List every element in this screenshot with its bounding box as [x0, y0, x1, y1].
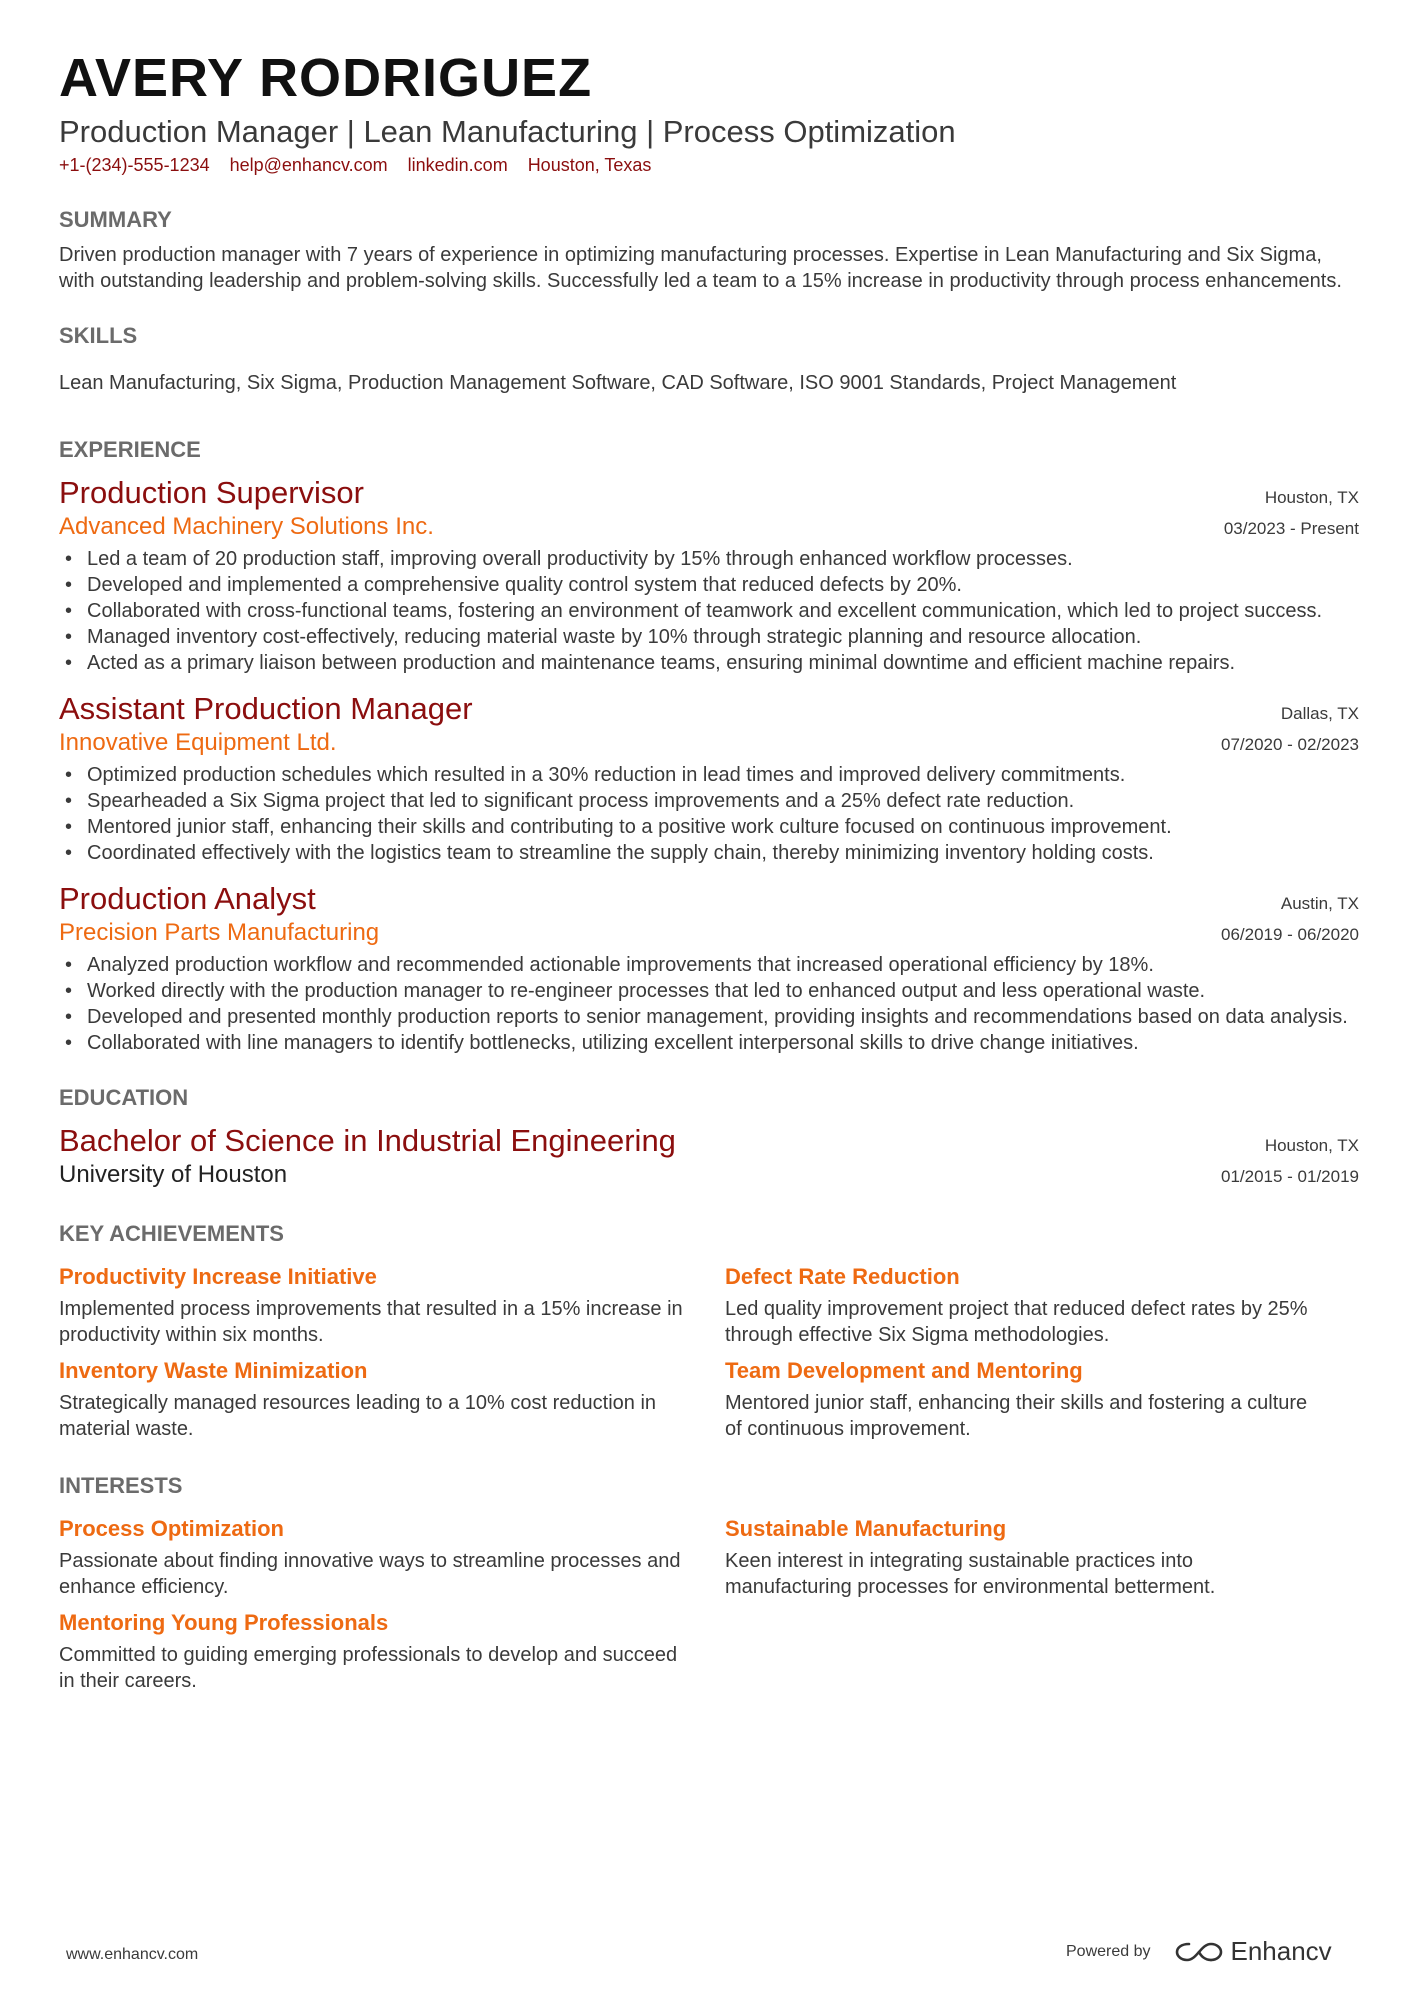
- achievement-title: Defect Rate Reduction: [725, 1264, 960, 1289]
- interest-desc: Passionate about finding innovative ways to streamline processes and enhance efficiency.: [59, 1550, 681, 1598]
- interest-title: Process Optimization: [59, 1516, 284, 1541]
- candidate-name: AVERY RODRIGUEZ: [59, 48, 593, 108]
- email-link[interactable]: help@enhancv.com: [229, 155, 388, 175]
- interest-item: [725, 1506, 1359, 1600]
- education-location: Houston, TX: [1264, 1136, 1359, 1155]
- enhancv-logo-icon: [1175, 1939, 1223, 1965]
- interest-title: Sustainable Manufacturing: [725, 1516, 1007, 1541]
- interest-desc: Committed to guiding emerging professionals to develop and succeed in their careers.: [59, 1644, 678, 1692]
- skills-heading: SKILLS: [59, 323, 138, 348]
- footer-branding: [1066, 1936, 1332, 1967]
- job-entry: [59, 880, 1359, 1056]
- job-bullet: • Developed and implemented a comprehensive quality control system that reduced defects by 20%.: [59, 572, 1359, 598]
- job-company: Innovative Equipment Ltd.: [59, 729, 337, 756]
- candidate-headline: Production Manager | Lean Manufacturing | Process Optimization: [59, 114, 956, 149]
- summary-heading: SUMMARY: [59, 207, 172, 232]
- job-company: Advanced Machinery Solutions Inc.: [59, 513, 434, 540]
- enhancv-logo[interactable]: [1175, 1936, 1332, 1967]
- achievement-desc: Led quality improvement project that reduced defect rates by 25% through effective Six Sigma methodologies.: [725, 1298, 1308, 1346]
- job-bullets: [59, 762, 1359, 866]
- job-bullets: [59, 952, 1359, 1056]
- achievement-desc: Strategically managed resources leading to a 10% cost reduction in material waste.: [59, 1392, 657, 1440]
- job-bullet: • Analyzed production workflow and recommended actionable improvements that increased operational efficiency by 18%.: [59, 952, 1359, 978]
- job-dates: 07/2020 - 02/2023: [1220, 735, 1359, 754]
- job-entry: [59, 690, 1359, 866]
- interest-desc: Keen interest in integrating sustainable practices into manufacturing processes for environmental betterment.: [725, 1550, 1216, 1598]
- achievement-desc: Mentored junior staff, enhancing their skills and fostering a culture of continuous improvement.: [725, 1392, 1308, 1440]
- job-bullet: • Optimized production schedules which resulted in a 30% reduction in lead times and improved delivery commitments.: [59, 762, 1359, 788]
- achievements-heading: KEY ACHIEVEMENTS: [59, 1221, 284, 1246]
- job-bullet: • Collaborated with cross-functional teams, fostering an environment of teamwork and excellent communication, which led to project success.: [59, 598, 1359, 624]
- job-title: Production Supervisor: [59, 475, 364, 510]
- phone-link[interactable]: +1-(234)-555-1234: [59, 155, 210, 175]
- resume-page: [59, 48, 1359, 1694]
- skills-text: Lean Manufacturing, Six Sigma, Production Management Software, CAD Software, ISO 9001 Standards, Project Management: [59, 372, 1177, 394]
- contact-bar: [59, 154, 1359, 176]
- education-heading: EDUCATION: [59, 1085, 189, 1110]
- powered-by-label: Powered by: [1066, 1942, 1151, 1960]
- job-bullets: [59, 546, 1359, 676]
- location-text: Houston, Texas: [527, 155, 652, 175]
- achievement-item: [725, 1348, 1359, 1442]
- job-bullet: • Worked directly with the production manager to re-engineer processes that led to enhanced output and less operational waste.: [59, 978, 1359, 1004]
- job-location: Houston, TX: [1264, 488, 1359, 507]
- job-title: Production Analyst: [59, 881, 316, 916]
- summary-text: Driven production manager with 7 years of experience in optimizing manufacturing processes. Expertise in Lean Manufacturing and Six Sigma, with outstanding leadership and problem-solving skills. Successfully led a team to a 15% increase in productivity through process enhancements.: [59, 244, 1342, 292]
- experience-heading: EXPERIENCE: [59, 437, 201, 462]
- achievement-title: Team Development and Mentoring: [725, 1358, 1083, 1383]
- job-bullet: • Acted as a primary liaison between production and maintenance teams, ensuring minimal downtime and efficient machine repairs.: [59, 650, 1359, 676]
- job-bullet: • Led a team of 20 production staff, improving overall productivity by 15% through enhanced workflow processes.: [59, 546, 1359, 572]
- job-company: Precision Parts Manufacturing: [59, 919, 380, 946]
- interest-title: Mentoring Young Professionals: [59, 1610, 389, 1635]
- job-entry: [59, 474, 1359, 676]
- job-bullet: • Developed and presented monthly production reports to senior management, providing insights and recommendations based on data analysis.: [59, 1004, 1359, 1030]
- education-dates: 01/2015 - 01/2019: [1220, 1167, 1359, 1186]
- interests-grid: [59, 1506, 1359, 1694]
- achievement-title: Inventory Waste Minimization: [59, 1358, 368, 1383]
- job-location: Dallas, TX: [1280, 704, 1359, 723]
- job-bullet: • Spearheaded a Six Sigma project that led to significant process improvements and a 25% defect rate reduction.: [59, 788, 1359, 814]
- school-name: University of Houston: [59, 1161, 288, 1188]
- linkedin-link[interactable]: linkedin.com: [407, 155, 508, 175]
- job-location: Austin, TX: [1280, 894, 1359, 913]
- footer-website-link[interactable]: www.enhancv.com: [66, 1946, 199, 1963]
- enhancv-brand-text: Enhancv: [1230, 1936, 1332, 1966]
- interest-item: [59, 1506, 725, 1600]
- achievement-title: Productivity Increase Initiative: [59, 1264, 377, 1289]
- achievement-item: [725, 1254, 1359, 1348]
- achievements-grid: [59, 1254, 1359, 1442]
- degree-title: Bachelor of Science in Industrial Engineering: [59, 1123, 676, 1158]
- job-bullet: • Coordinated effectively with the logistics team to streamline the supply chain, thereby minimizing inventory holding costs.: [59, 840, 1359, 866]
- job-title: Assistant Production Manager: [59, 691, 473, 726]
- job-dates: 06/2019 - 06/2020: [1220, 925, 1359, 944]
- interest-item: [59, 1600, 725, 1694]
- job-bullet: • Managed inventory cost-effectively, reducing material waste by 10% through strategic planning and resource allocation.: [59, 624, 1359, 650]
- education-entry: [59, 1122, 1359, 1190]
- achievement-item: [59, 1254, 725, 1348]
- interests-heading: INTERESTS: [59, 1473, 183, 1498]
- job-bullet: • Collaborated with line managers to identify bottlenecks, utilizing excellent interpersonal skills to drive change initiatives.: [59, 1030, 1359, 1056]
- achievement-desc: Implemented process improvements that resulted in a 15% increase in productivity within six months.: [59, 1298, 683, 1346]
- job-dates: 03/2023 - Present: [1223, 519, 1359, 538]
- achievement-item: [59, 1348, 725, 1442]
- job-bullet: • Mentored junior staff, enhancing their skills and contributing to a positive work culture focused on continuous improvement.: [59, 814, 1359, 840]
